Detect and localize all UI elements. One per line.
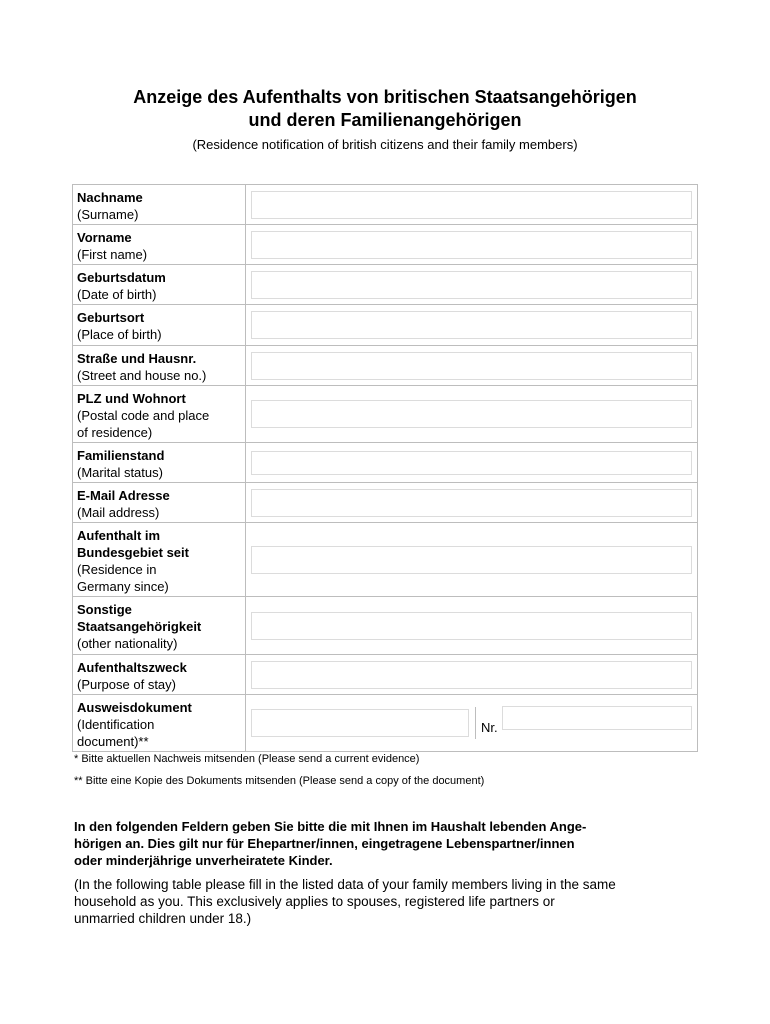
label-street <box>73 346 246 386</box>
label-de: Staatsangehörigkeit <box>77 619 202 634</box>
label-en: Germany since) <box>77 578 169 594</box>
label-de: E-Mail Adresse <box>77 487 170 503</box>
label-en: (Surname) <box>77 206 139 222</box>
label-en: (Identification <box>77 716 155 732</box>
form-row-marital-status <box>73 443 698 483</box>
identification-document-field[interactable] <box>251 709 469 737</box>
label-en: (Street and house no.) <box>77 367 207 383</box>
page-title-line2: und deren Familienangehörigen <box>248 110 522 130</box>
form-row-postal-code <box>73 386 698 443</box>
label-de: PLZ und Wohnort <box>77 390 186 406</box>
label-identification <box>73 695 246 752</box>
label-de: Nachname <box>77 189 143 205</box>
document-number-label: Nr. <box>481 719 498 735</box>
label-en: (Place of birth) <box>77 327 162 342</box>
label-de: Geburtsdatum <box>77 269 166 285</box>
instruction-line: (In the following table please fill in the listed data of your family members living in the same <box>74 877 616 892</box>
email-field[interactable] <box>251 489 692 517</box>
label-purpose-of-stay <box>73 655 246 695</box>
label-marital-status <box>73 443 246 483</box>
street-field[interactable] <box>251 352 692 380</box>
label-place-of-birth <box>73 305 246 346</box>
postal-code-residence-field[interactable] <box>251 400 692 428</box>
form-row-first-name <box>73 225 698 265</box>
residence-form-table <box>72 184 698 752</box>
form-row-identification <box>73 695 698 752</box>
surname-field[interactable] <box>251 191 692 219</box>
first-name-field[interactable] <box>251 231 692 259</box>
label-en: (Purpose of stay) <box>77 676 176 692</box>
label-en: (First name) <box>77 246 148 262</box>
label-en: (Mail address) <box>77 504 160 520</box>
family-members-instruction-de <box>74 818 700 869</box>
label-de: Vorname <box>77 229 132 245</box>
label-en: of residence) <box>77 424 153 440</box>
place-of-birth-field[interactable] <box>251 311 692 339</box>
label-surname <box>73 185 246 225</box>
family-members-instruction-en <box>74 876 704 927</box>
label-de: Ausweisdokument <box>77 699 192 715</box>
label-en: document)** <box>77 733 149 749</box>
label-other-nationality <box>73 597 246 655</box>
label-first-name <box>73 225 246 265</box>
label-de: Familienstand <box>77 447 165 463</box>
label-postal-code <box>73 386 246 443</box>
form-row-surname <box>73 185 698 225</box>
label-de: Sonstige <box>77 602 132 617</box>
other-nationality-field[interactable] <box>251 612 692 640</box>
label-de: Aufenthaltszweck <box>77 659 187 675</box>
instruction-line: household as you. This exclusively applies to spouses, registered life partners or <box>74 894 555 909</box>
label-en: (Marital status) <box>77 464 163 480</box>
form-row-date-of-birth <box>73 265 698 305</box>
form-row-purpose-of-stay <box>73 655 698 695</box>
page-subtitle: (Residence notification of british citizens and their family members) <box>192 137 578 152</box>
instruction-line: unmarried children under 18.) <box>74 911 252 926</box>
label-en: (Postal code and place <box>77 407 210 423</box>
label-de: Straße und Hausnr. <box>77 350 197 366</box>
instruction-line: hörigen an. Dies gilt nur für Ehepartner/innen, eingetragene Lebenspartner/innen <box>74 836 575 851</box>
date-of-birth-field[interactable] <box>251 271 692 299</box>
form-row-email <box>73 483 698 523</box>
label-en: (Residence in <box>77 561 157 577</box>
residence-since-field[interactable] <box>251 546 692 574</box>
purpose-of-stay-field[interactable] <box>251 661 692 689</box>
form-row-residence-since <box>73 523 698 597</box>
cell-divider <box>475 707 476 739</box>
marital-status-field[interactable] <box>251 451 692 475</box>
form-row-place-of-birth <box>73 305 698 346</box>
instruction-line: oder minderjährige unverheiratete Kinder. <box>74 853 333 868</box>
page-title-line1: Anzeige des Aufenthalts von britischen Staatsangehörigen <box>133 87 637 107</box>
footnote-current-evidence: * Bitte aktuellen Nachweis mitsenden (Please send a current evidence) <box>74 753 420 765</box>
form-row-street <box>73 346 698 386</box>
label-date-of-birth <box>73 265 246 305</box>
label-en: (Date of birth) <box>77 286 157 302</box>
label-en: (other nationality) <box>77 636 178 651</box>
label-email <box>73 483 246 523</box>
footnote-document-copy: ** Bitte eine Kopie des Dokuments mitsenden (Please send a copy of the document) <box>74 775 485 787</box>
label-de: Geburtsort <box>77 310 145 325</box>
label-de: Aufenthalt im <box>77 527 161 543</box>
form-row-other-nationality <box>73 597 698 655</box>
document-number-field[interactable] <box>502 706 692 730</box>
label-residence-since <box>73 523 246 597</box>
label-de: Bundesgebiet seit <box>77 544 189 560</box>
instruction-line: In den folgenden Feldern geben Sie bitte die mit Ihnen im Haushalt lebenden Ange- <box>74 819 587 834</box>
